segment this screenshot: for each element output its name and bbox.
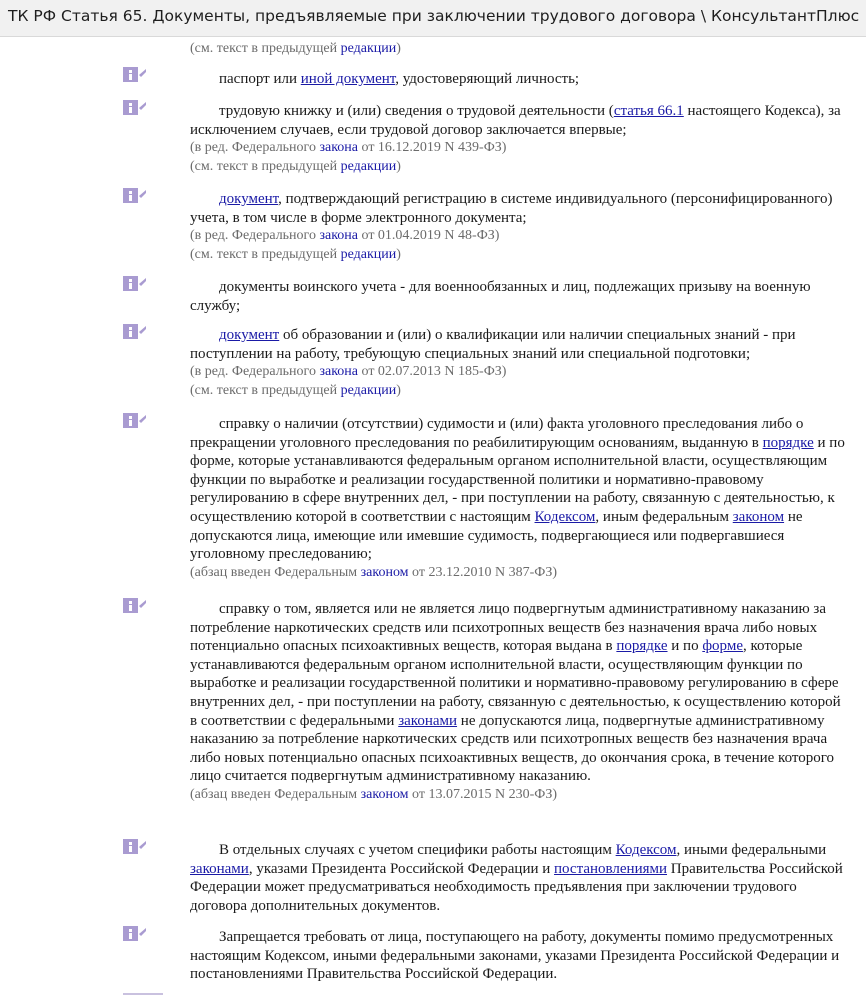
info-icon[interactable] [123, 413, 146, 428]
divider [123, 993, 163, 995]
info-icon[interactable] [123, 926, 146, 941]
top-note-link[interactable]: редакции [340, 41, 397, 56]
list-item: документ об образовании и (или) о квалификации или наличии специальных знаний - при поступлении на работу, требующую специальных знаний или специальной подготовки; (в ред. Федерального закона от 02.07.2013 N 185-ФЗ) (см. текст в предыдущей редакции) [190, 326, 850, 400]
info-icon[interactable] [123, 839, 146, 854]
note-link[interactable]: законом [360, 564, 409, 580]
note-link[interactable]: закона [319, 364, 358, 380]
item-link[interactable]: документ [219, 191, 279, 207]
info-icon[interactable] [123, 188, 146, 203]
list-item: трудовую книжку и (или) сведения о трудовой деятельности (статья 66.1 настоящего Кодекса), за исключением случаев, если трудовой договор заключается впервые; (в ред. Федерального закона от 16.12.2019 N 439-ФЗ) (см. текст в предыдущей редакции) [190, 102, 850, 176]
item-link[interactable]: постановлениями [554, 860, 668, 877]
info-icon[interactable] [123, 324, 146, 339]
item-link[interactable]: Кодексом [534, 508, 596, 525]
amendment-note: (в ред. Федерального закона от 02.07.2013 N 185-ФЗ) [190, 364, 507, 380]
amendment-note: (абзац введен Федеральным законом от 23.12.2010 N 387-ФЗ) [190, 564, 557, 580]
item-link[interactable]: иной документ [300, 71, 396, 87]
list-item: справку о наличии (отсутствии) судимости и (или) факта уголовного преследования либо о прекращении уголовного преследования по реабилитирующим основаниям, выданную в порядке и по форме, которые устанавливаются федеральным органом исполнительной власти, осуществляющим функции по выработке и реализации государственной политики и нормативно-правовому регулированию в сфере внутренних дел, - при поступлении на работу, связанную с деятельностью, к осуществлению которой в соответствии с настоящим Кодексом, иным федеральным законом не допускаются лица, имеющие или имевшие судимость, подвергающиеся или подвергавшиеся уголовному преследованию; (абзац введен Федеральным законом от 23.12.2010 N 387-ФЗ) [190, 415, 850, 582]
list-item: паспорт или иной документ, удостоверяющий личность; [219, 71, 580, 87]
item-link[interactable]: порядке [616, 638, 668, 655]
item-link[interactable]: законом [732, 508, 785, 525]
item-link[interactable]: документ [219, 327, 280, 343]
amendment-note: (в ред. Федерального закона от 16.12.2019 N 439-ФЗ) [190, 140, 507, 156]
item-link[interactable]: форме [702, 638, 743, 655]
amendment-note: (в ред. Федерального закона от 01.04.2019 N 48-ФЗ) [190, 228, 500, 244]
window-title: ТК РФ Статья 65. Документы, предъявляемые при заключении трудового договора \ КонсультантПлюс [8, 7, 860, 25]
info-icon[interactable] [123, 598, 146, 613]
list-item: В отдельных случаях с учетом специфики работы настоящим Кодексом, иными федеральными законами, указами Президента Российской Федерации и постановлениями Правительства Российской Федерации может предусматриваться необходимость предъявления при заключении трудового договора дополнительных документов. [190, 842, 843, 914]
list-item: документ, подтверждающий регистрацию в системе индивидуального (персонифицированного) учета, в том числе в форме электронного документа; (в ред. Федерального закона от 01.04.2019 N 48-ФЗ) (см. текст в предыдущей редакции) [190, 190, 850, 264]
previous-version-note: (см. текст в предыдущей редакции) [190, 246, 401, 262]
info-icon[interactable] [123, 100, 146, 115]
previous-version-note: (см. текст в предыдущей редакции) [190, 158, 401, 174]
top-note: (см. текст в предыдущей редакции) [190, 41, 401, 56]
title-bar [0, 0, 866, 37]
item-link[interactable]: законами [190, 860, 249, 877]
note-link[interactable]: законом [360, 786, 409, 802]
item-link[interactable]: Кодексом [615, 842, 677, 858]
info-icon[interactable] [123, 67, 146, 82]
list-item: документы воинского учета - для военнообязанных и лиц, подлежащих призыву на военную службу; [190, 279, 811, 314]
info-icon[interactable] [123, 276, 146, 291]
note-link[interactable]: редакции [340, 382, 397, 398]
note-link[interactable]: редакции [340, 246, 397, 262]
item-link[interactable]: порядке [762, 434, 814, 451]
note-link[interactable]: закона [319, 140, 358, 156]
item-link[interactable]: статья 66.1 [613, 103, 684, 119]
note-link[interactable]: редакции [340, 158, 397, 174]
item-link[interactable]: законами [398, 712, 458, 729]
list-item: Запрещается требовать от лица, поступающего на работу, документы помимо предусмотренных настоящим Кодексом, иными федеральными законами, указами Президента Российской Федерации и постановлениями Правительства Российской Федерации. [190, 929, 840, 983]
note-link[interactable]: закона [319, 228, 358, 244]
document-content [0, 36, 866, 996]
amendment-note: (абзац введен Федеральным законом от 13.07.2015 N 230-ФЗ) [190, 786, 557, 802]
previous-version-note: (см. текст в предыдущей редакции) [190, 382, 401, 398]
list-item: справку о том, является или не является лицо подвергнутым административному наказанию за потребление наркотических средств или психотропных веществ без назначения врача либо новых потенциально опасных психоактивных веществ, которая выдана в порядке и по форме, которые устанавливаются федеральным органом исполнительной власти, осуществляющим функции по выработке и реализации государственной политики и нормативно-правовому регулированию в сфере внутренних дел, - при поступлении на работу, связанную с деятельностью, к осуществлению которой в соответствии с федеральными законами не допускаются лица, подвергнутые административному наказанию за потребление наркотических средств или психотропных веществ без назначения врача либо новых потенциально опасных психоактивных веществ, до окончания срока, в течение которого лицо считается подвергнутым административному наказанию. (абзац введен Федеральным законом от 13.07.2015 N 230-ФЗ) [190, 600, 850, 805]
